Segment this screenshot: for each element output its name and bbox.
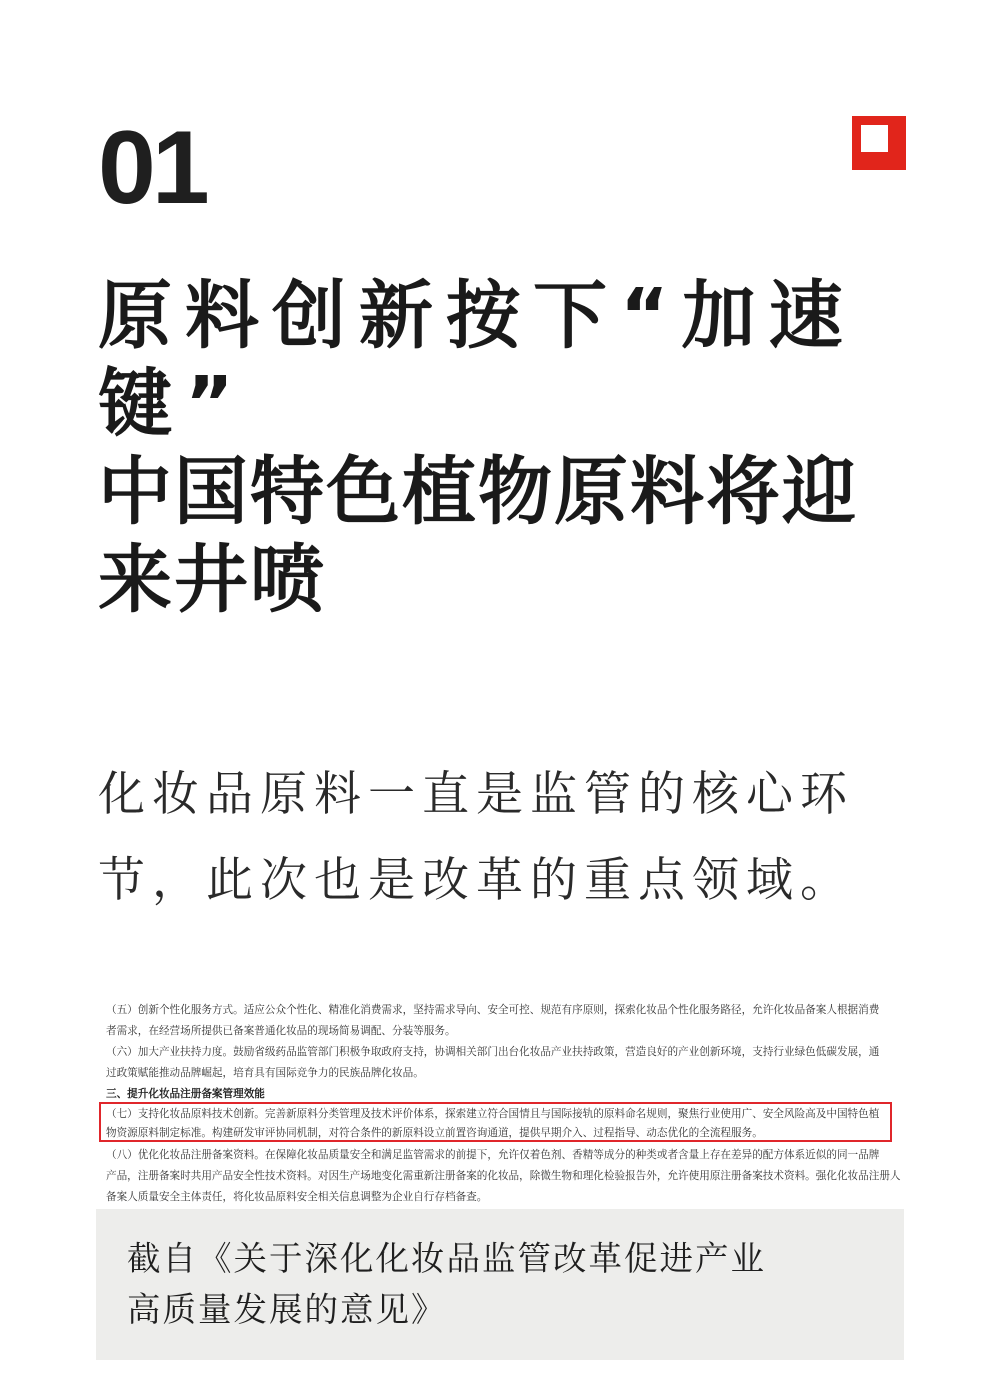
excerpt-row: 者需求，在经营场所提供已备案普通化妆品的现场简易调配、分装等服务。 — [106, 1025, 456, 1037]
title-line-3: 中国特色植物原料将迎 — [98, 449, 858, 535]
excerpt-row: 过政策赋能推动品牌崛起，培育具有国际竞争力的民族品牌化妆品。 — [106, 1067, 424, 1079]
title-line-1: 原料创新按下“加速 — [98, 273, 856, 359]
red-square-outline-icon — [852, 116, 906, 170]
caption-box — [96, 1209, 904, 1360]
highlight-box — [99, 1102, 892, 1142]
section-number: 01 — [98, 110, 206, 226]
title-line-4: 来井喷 — [98, 537, 326, 623]
caption-line-1: 截自《关于深化化妆品监管改革促进产业 — [127, 1239, 766, 1278]
excerpt-row: 备案人质量安全主体责任，将化妆品原料安全相关信息调整为企业自行存档备查。 — [106, 1191, 488, 1203]
excerpt-row: 产品，注册备案时共用产品安全性技术资料。对因生产场地变化需重新注册备案的化妆品，除微生物和理化检验报告外，允许使用原注册备案技术资料。强化化妆品注册人 — [106, 1170, 901, 1182]
excerpt-row: （五）创新个性化服务方式。适应公众个性化、精准化消费需求，坚持需求导向、安全可控、规范有序原则，探索化妆品个性化服务路径，允许化妆品备案人根据消费 — [106, 1004, 880, 1016]
excerpt-row: （六）加大产业扶持力度。鼓励省级药品监管部门积极争取政府支持，协调相关部门出台化妆品产业扶持政策，营造良好的产业创新环境，支持行业绿色低碳发展，通 — [106, 1046, 880, 1058]
lead-paragraph — [98, 752, 918, 924]
caption-line-2: 高质量发展的意见》 — [127, 1290, 447, 1329]
lead-line-2: 节，此次也是改革的重点领域。 — [98, 853, 854, 908]
excerpt-row-highlighted: （七）支持化妆品原料技术创新。完善新原料分类管理及技术评价体系，探索建立符合国情且与国际接轨的原料命名规则，聚焦行业使用广、安全风险高及中国特色植 — [106, 1108, 880, 1120]
document-excerpt — [96, 996, 904, 1210]
excerpt-row-highlighted: 物资源原料制定标准。构建研发审评协同机制，对符合条件的新原料设立前置咨询通道，提供早期介入、过程指导、动态优化的全流程服务。 — [106, 1127, 763, 1139]
lead-line-1: 化妆品原料一直是监管的核心环 — [98, 767, 854, 822]
page-title — [98, 272, 910, 624]
excerpt-section-heading: 三、提升化妆品注册备案管理效能 — [106, 1088, 265, 1100]
title-line-2: 键” — [98, 361, 247, 447]
excerpt-row: （八）优化化妆品注册备案资料。在保障化妆品质量安全和满足监管需求的前提下，允许仅着色剂、香精等成分的种类或者含量上存在差异的配方体系近似的同一品牌 — [106, 1149, 880, 1161]
